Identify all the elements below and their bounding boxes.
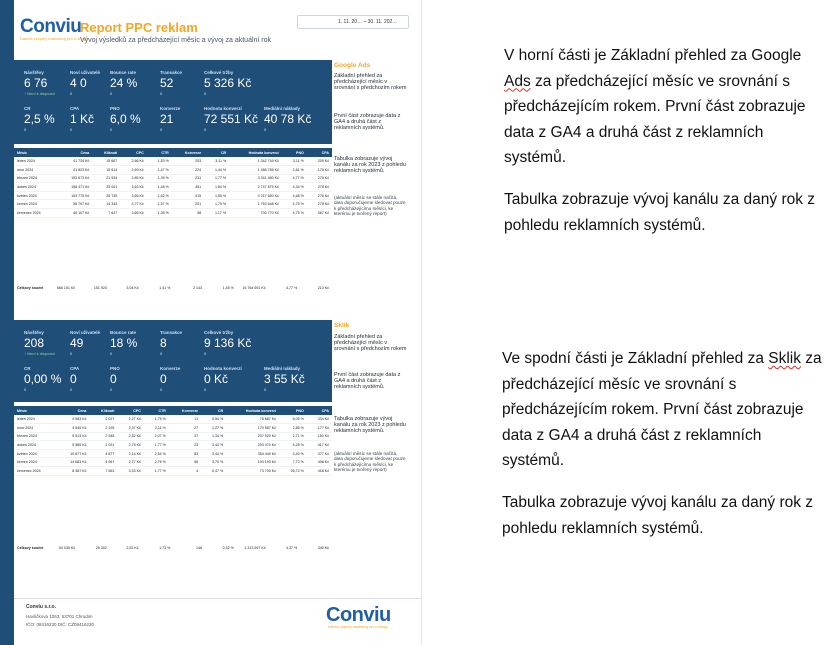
bottom-kpi-delta: 0: [264, 127, 267, 132]
table-cell: 37: [169, 432, 201, 441]
top-kpi-delta: ↑ Není k dispozici: [24, 351, 56, 356]
table-cell: 2,69 Kč: [120, 166, 146, 175]
table-cell: 3,11 %: [282, 157, 307, 166]
total-cell: 1,73 %: [159, 546, 171, 550]
table-cell: 205 Kč: [307, 157, 332, 166]
table-row: [14, 424, 332, 433]
note-top-paragraph-2: Tabulka zobrazuje vývoj kanálu za daný rok z pohledu reklamních systémů.: [504, 191, 816, 234]
table-cell: 55 797 Kč: [57, 200, 92, 209]
table-cell: 2,85 %: [279, 424, 307, 433]
sklik-table-note: (aktuální měsíc se stále načítá, data doporučujeme sledovat pouze k předcházejícímu měsíci, ke kterému je tvořený report): [334, 451, 406, 473]
table-row: [14, 432, 332, 441]
table-cell: červen 2024: [14, 200, 57, 209]
bottom-kpi-label: Mediální náklady: [264, 106, 301, 111]
table-header-cell[interactable]: CPC: [120, 148, 146, 157]
table-cell: 1,77 %: [144, 467, 169, 476]
report-subtitle: Vývoj výsledků za předcházející měsíc a vývoj za aktuální rok: [80, 37, 272, 44]
table-header-cell[interactable]: Cena: [57, 148, 92, 157]
table-cell: 8 387 Kč: [57, 467, 89, 476]
table-cell: 40 107 Kč: [57, 209, 92, 218]
table-cell: červen 2024: [14, 458, 57, 467]
table-row: [14, 209, 332, 218]
date-range-picker[interactable]: 1. 11. 20… – 30. 11. 202…: [297, 15, 409, 29]
note-top-ads: Ads: [504, 72, 531, 90]
table-cell: květen 2024: [14, 449, 57, 458]
bottom-kpi-label: Konverze: [160, 106, 181, 111]
table-cell: 193 190 Kč: [226, 458, 279, 467]
table-cell: 3,44 %: [201, 449, 226, 458]
top-kpi-value: 208: [24, 336, 45, 350]
table-cell: 3,33 Kč: [117, 467, 143, 476]
table-cell: 4 877: [89, 449, 117, 458]
table-cell: březen 2024: [14, 174, 57, 183]
table-header-cell[interactable]: CPC: [117, 406, 143, 415]
table-cell: 1,75 %: [144, 415, 169, 424]
table-header-cell[interactable]: PNO: [282, 148, 307, 157]
table-cell: 3,44 %: [201, 441, 226, 450]
table-cell: 276 Kč: [307, 191, 332, 200]
top-kpi-delta: 0: [204, 351, 207, 356]
table-cell: 3,70 %: [201, 458, 226, 467]
table-cell: 377 Kč: [307, 449, 332, 458]
table-cell: 14 343: [92, 200, 120, 209]
table-row: [14, 467, 332, 476]
sklik-section-title: Sklik: [334, 322, 350, 329]
table-cell: 26,72 %: [279, 467, 307, 476]
table-cell: 73 700 Kč: [226, 467, 279, 476]
table-cell: 1,47 %: [147, 166, 172, 175]
table-cell: 1,53 %: [147, 157, 172, 166]
total-cell: 2,53 Kč: [126, 546, 139, 550]
table-cell: 1,84 %: [204, 183, 229, 192]
table-cell: 1,62 %: [147, 191, 172, 200]
table-cell: 41 734 Kč: [57, 157, 92, 166]
total-cell: 4,37 %: [286, 546, 298, 550]
table-row: [14, 183, 332, 192]
conviu-logo: Conviu: [20, 16, 82, 37]
sklik-table: [14, 406, 332, 476]
note-top-paragraph-1: [504, 43, 824, 171]
sklik-section-desc2: První část zobrazuje data z GA4 a druhá část z reklamních systémů.: [334, 372, 401, 391]
bottom-kpi-label: Mediální náklady: [264, 366, 301, 371]
table-header-cell[interactable]: Měsíc: [14, 148, 57, 157]
table-cell: 153 775 Kč: [57, 191, 92, 200]
total-cell: 3,04 Kč: [126, 286, 139, 290]
top-kpi-value: 18 %: [110, 336, 138, 350]
table-cell: červenec 2024: [14, 467, 57, 476]
table-cell: 3,63 Kč: [120, 183, 146, 192]
table-header-cell[interactable]: CPA: [307, 406, 332, 415]
bottom-kpi-value: 2,5 %: [24, 112, 55, 126]
total-cell: Celkový součet: [17, 546, 44, 550]
bottom-kpi-label: Konverze: [160, 366, 181, 371]
top-kpi-value: 4 0: [70, 76, 87, 90]
table-cell: duben 2024: [14, 441, 57, 450]
bottom-kpi-delta: 0: [70, 387, 73, 392]
top-kpi-label: Transakce: [160, 70, 183, 75]
google-section-title: Google Ads: [334, 62, 371, 69]
bottom-kpi-value: 0,00 %: [24, 372, 62, 386]
top-kpi-value: 24 %: [110, 76, 138, 90]
bottom-kpi-label: CR: [24, 366, 31, 371]
table-row: [14, 441, 332, 450]
table-cell: 1,44 %: [204, 166, 229, 175]
sklik-kpi-panel: [14, 320, 332, 402]
table-cell: leden 2024: [14, 415, 57, 424]
bottom-kpi-value: 3 55 Kč: [264, 372, 305, 386]
table-header-cell[interactable]: Cena: [57, 406, 89, 415]
table-header-cell[interactable]: Měsíc: [14, 406, 57, 415]
table-cell: 153 673 Kč: [57, 174, 92, 183]
table-cell: 3,65 Kč: [120, 191, 146, 200]
bottom-kpi-label: Hodnota konverzí: [204, 106, 242, 111]
table-cell: 2,71 %: [279, 432, 307, 441]
table-cell: 7 647: [92, 209, 120, 218]
table-cell: 5 513 Kč: [57, 432, 89, 441]
total-cell: 213 Kč: [317, 286, 329, 290]
total-cell: 2 143: [193, 286, 203, 290]
note-top-text-a: V horní části je Základní přehled za Google: [504, 47, 802, 64]
sklik-table-desc: Tabulka zobrazuje vývoj kanálu za rok 2023 z pohledu reklamních systémů.: [334, 416, 406, 435]
table-cell: 3,65 Kč: [120, 209, 146, 218]
table-cell: 354 440 Kč: [226, 449, 279, 458]
top-kpi-delta: 0: [70, 91, 73, 96]
top-kpi-delta: 0: [160, 91, 163, 96]
table-header-cell[interactable]: CR: [201, 406, 226, 415]
table-cell: 2,27 Kč: [117, 415, 143, 424]
bottom-kpi-label: CPA: [70, 366, 80, 371]
table-cell: 3,11 %: [204, 157, 229, 166]
table-cell: 1 342 749 Kč: [229, 157, 282, 166]
top-kpi-label: Bounce rate: [110, 330, 137, 335]
table-cell: 2,66 Kč: [120, 157, 146, 166]
footer-company: Conviu s.r.o.: [26, 604, 57, 610]
total-cell: 54 035 Kč: [58, 546, 76, 550]
table-cell: 231: [172, 174, 204, 183]
table-header-cell[interactable]: Konverze: [172, 148, 204, 157]
bottom-kpi-value: 40 78 Kč: [264, 112, 312, 126]
table-cell: 170 587 Kč: [226, 424, 279, 433]
table-cell: 26 735: [92, 191, 120, 200]
table-cell: leden 2024: [14, 157, 57, 166]
total-cell: 1,41 %: [159, 286, 171, 290]
table-cell: 5 585 Kč: [57, 441, 89, 450]
table-header-cell[interactable]: Hodnota konverzí: [226, 406, 279, 415]
note-bottom-paragraph-2: Tabulka zobrazuje vývoj kanálu za daný rok z pohledu reklamních systémů.: [502, 494, 814, 537]
table-cell: 3 217 650 Kč: [229, 191, 282, 200]
bottom-kpi-delta: 0: [24, 127, 27, 132]
google-section-desc2: První část zobrazuje data z GA4 a druhá část z reklamních systémů.: [334, 113, 401, 132]
logo-tagline: Datově vyspělý marketing pro e-shopy: [20, 36, 89, 41]
table-cell: březen 2024: [14, 432, 57, 441]
table-cell: 4 583 Kč: [57, 415, 89, 424]
table-row: [14, 174, 332, 183]
google-total-row: [14, 286, 332, 290]
note-bottom-text-b: za předcházející měsíc ve srovnání s předcházejícím rokem. První část zobrazuje data z GA4 a druhá část z reklamních systémů.: [502, 350, 822, 469]
top-kpi-label: Transakce: [160, 330, 183, 335]
table-cell: 98: [172, 209, 204, 218]
total-cell: 0,32 %: [222, 546, 234, 550]
bottom-kpi-label: Hodnota konverzí: [204, 366, 242, 371]
table-row: [14, 415, 332, 424]
table-cell: 203: [172, 157, 204, 166]
google-table: [14, 148, 332, 218]
top-kpi-value: 49: [70, 336, 84, 350]
top-kpi-label: Noví uživatelé: [70, 70, 101, 75]
table-cell: 158 471 Kč: [57, 183, 92, 192]
table-cell: únor 2024: [14, 166, 57, 175]
total-cell: 26 302: [95, 546, 107, 550]
table-cell: 4,25 %: [279, 441, 307, 450]
table-cell: 27: [169, 424, 201, 433]
table-cell: 334 Kč: [307, 415, 332, 424]
table-cell: 4: [169, 467, 201, 476]
table-cell: 1 763 648 Kč: [229, 200, 282, 209]
table-header-cell[interactable]: CR: [204, 148, 229, 157]
table-cell: 1,34 %: [201, 432, 226, 441]
table-cell: 1,45 %: [147, 183, 172, 192]
table-cell: duben 2024: [14, 183, 57, 192]
table-cell: 224: [172, 166, 204, 175]
table-cell: 408 Kč: [307, 458, 332, 467]
table-row: [14, 458, 332, 467]
table-cell: 175 Kč: [307, 166, 332, 175]
table-cell: 7 563: [89, 467, 117, 476]
top-kpi-delta: ↑ Není k dispozici: [24, 91, 56, 96]
total-cell: 1,45 %: [222, 286, 234, 290]
table-cell: 21 934: [92, 174, 120, 183]
table-cell: 1,75 %: [204, 200, 229, 209]
table-cell: 4,75 %: [282, 209, 307, 218]
bottom-kpi-value: 21: [160, 112, 174, 126]
table-header-cell[interactable]: CTR: [147, 148, 172, 157]
table-cell: 207 520 Kč: [226, 432, 279, 441]
table-cell: 75 687 Kč: [226, 415, 279, 424]
table-cell: 1,77 %: [204, 174, 229, 183]
note-top-text-b: za předcházející měsíc ve srovnání s předcházejícím rokem. První část zobrazuje data z GA4 a druhá část z reklamních systémů.: [504, 72, 806, 166]
table-cell: 2,54 %: [144, 449, 169, 458]
table-cell: 2,07 %: [144, 432, 169, 441]
table-cell: 1,39 %: [147, 174, 172, 183]
table-header-cell[interactable]: Kliknutí: [92, 148, 120, 157]
table-cell: květen 2024: [14, 191, 57, 200]
table-cell: 4,77 %: [282, 174, 307, 183]
table-cell: 2,85 Kč: [120, 174, 146, 183]
top-kpi-value: 52: [160, 76, 174, 90]
table-cell: 2 027: [89, 415, 117, 424]
table-cell: 1,77 %: [144, 441, 169, 450]
bottom-kpi-value: 6,0 %: [110, 112, 141, 126]
note-bottom-sklik: Sklik: [768, 350, 801, 367]
table-row: [14, 200, 332, 209]
table-cell: 41 823 Kč: [57, 166, 92, 175]
sklik-section-desc: Základní přehled za předcházející měsíc v srovnání s předchozím rokem: [334, 334, 407, 353]
total-cell: 15 764 691 Kč: [242, 286, 266, 290]
table-cell: 2 548: [89, 432, 117, 441]
table-cell: 4,48 %: [282, 191, 307, 200]
table-cell: 1 488 789 Kč: [229, 166, 282, 175]
total-cell: 151 920: [93, 286, 107, 290]
bottom-kpi-delta: 0: [70, 127, 73, 132]
table-cell: 2 747 875 Kč: [229, 183, 282, 192]
table-cell: 2,75 Kč: [117, 441, 143, 450]
bottom-kpi-delta: 0: [204, 387, 207, 392]
bottom-kpi-label: PNO: [110, 106, 120, 111]
top-kpi-value: 6 76: [24, 76, 48, 90]
total-cell: 1 313 597 Kč: [244, 546, 266, 550]
table-cell: 1,35 %: [147, 209, 172, 218]
table-cell: 3,40 %: [279, 449, 307, 458]
table-cell: 177 Kč: [307, 424, 332, 433]
table-header-cell[interactable]: Kliknutí: [89, 406, 117, 415]
table-cell: červenec 2024: [14, 209, 57, 218]
table-cell: 2,37 Kč: [117, 424, 143, 433]
table-cell: 278 Kč: [307, 200, 332, 209]
total-cell: 146: [196, 546, 203, 550]
table-cell: 700 770 Kč: [229, 209, 282, 218]
bottom-kpi-label: PNO: [110, 366, 120, 371]
table-header-cell[interactable]: Konverze: [169, 406, 201, 415]
table-cell: 7,72 %: [279, 458, 307, 467]
bottom-kpi-value: 0: [110, 372, 117, 386]
sklik-total-row: [14, 546, 332, 550]
table-cell: 23: [169, 441, 201, 450]
google-table-desc: Tabulka zobrazuje vývoj kanálu za rok 2023 z pohledu reklamních systémů.: [334, 156, 406, 175]
google-kpi-panel: [14, 60, 332, 144]
top-kpi-label: Návštěvy: [24, 330, 44, 335]
footer-divider: [14, 598, 422, 599]
top-kpi-label: Celkové tržby: [204, 70, 234, 75]
table-cell: 4,34 %: [282, 183, 307, 192]
note-bottom-text-a: Ve spodní části je Základní přehled za: [502, 350, 769, 367]
table-cell: 275 Kč: [307, 174, 332, 183]
table-row: [14, 191, 332, 200]
table-cell: 56: [169, 458, 201, 467]
left-accent-bar: [0, 0, 14, 645]
bottom-kpi-delta: 0: [160, 387, 163, 392]
table-cell: 1,27 %: [201, 424, 226, 433]
table-cell: 278 Kč: [307, 183, 332, 192]
bottom-kpi-delta: 0: [24, 387, 27, 392]
footer-address: Havlíčkova 1063, 53701 Chrudim: [26, 614, 93, 619]
footer-ids: IČO: 08416230 DIČ: CZ08416230: [26, 622, 95, 627]
google-table-note: (aktuální měsíc se stále načítá, data doporučujeme sledovat pouze k předcházejícímu měsíci, ke kterému je tvořený report): [334, 195, 406, 217]
top-kpi-delta: 0: [204, 91, 207, 96]
table-cell: 150 Kč: [307, 432, 332, 441]
table-cell: 4 645 Kč: [57, 424, 89, 433]
table-row: [14, 449, 332, 458]
table-cell: 4,75 %: [282, 200, 307, 209]
bottom-kpi-label: CR: [24, 106, 31, 111]
table-header-cell[interactable]: CTR: [144, 406, 169, 415]
table-cell: 1,55 %: [204, 191, 229, 200]
table-cell: 15 667: [92, 157, 120, 166]
top-kpi-label: Návštěvy: [24, 70, 44, 75]
top-kpi-label: Celkové tržby: [204, 330, 234, 335]
top-kpi-label: Bounce rate: [110, 70, 137, 75]
table-cell: 3 341 460 Kč: [229, 174, 282, 183]
total-cell: 4,77 %: [286, 286, 298, 290]
bottom-kpi-delta: 0: [264, 387, 267, 392]
bottom-kpi-delta: 0: [110, 387, 113, 392]
table-cell: 2 195: [89, 424, 117, 433]
footer-logo-tagline: Datově vyspělý marketing pro e-shopy: [328, 625, 388, 629]
table-cell: 2,76 %: [144, 458, 169, 467]
table-cell: 451: [172, 183, 204, 192]
bottom-kpi-value: 1 Kč: [70, 112, 95, 126]
total-cell: 340 Kč: [317, 546, 329, 550]
bottom-kpi-value: 72 551 Kč: [204, 112, 259, 126]
table-cell: 0,54 %: [201, 415, 226, 424]
table-row: [14, 157, 332, 166]
table-cell: 14 683 Kč: [57, 458, 89, 467]
bottom-kpi-value: 0: [70, 372, 77, 386]
table-cell: 4 967: [89, 458, 117, 467]
top-kpi-delta: 0: [70, 351, 73, 356]
bottom-kpi-delta: 0: [160, 127, 163, 132]
table-cell: 2,81 %: [282, 166, 307, 175]
bottom-kpi-value: 0 Kč: [204, 372, 229, 386]
table-cell: únor 2024: [14, 424, 57, 433]
table-header-cell[interactable]: CPA: [307, 148, 332, 157]
top-kpi-delta: 0: [160, 351, 163, 356]
table-cell: 1,57 %: [147, 200, 172, 209]
table-cell: 3,77 Kč: [120, 200, 146, 209]
footer-logo: Conviu: [326, 604, 391, 626]
google-section-desc: Základní přehled za předcházející měsíc v srovnání s předchozím rokem: [334, 73, 407, 92]
table-cell: 15 514: [92, 166, 120, 175]
top-kpi-delta: 0: [110, 351, 113, 356]
table-cell: 83: [169, 449, 201, 458]
top-kpi-value: 9 136 Kč: [204, 336, 252, 350]
table-cell: 2,14 Kč: [117, 449, 143, 458]
bottom-kpi-label: CPA: [70, 106, 80, 111]
table-cell: 2,11 %: [144, 424, 169, 433]
table-header-cell[interactable]: Hodnota konverzí: [229, 148, 282, 157]
table-cell: 0,47 %: [201, 467, 226, 476]
table-row: [14, 166, 332, 175]
table-cell: 367 Kč: [307, 209, 332, 218]
table-cell: 415: [172, 191, 204, 200]
top-kpi-value: 8: [160, 336, 167, 350]
table-header-cell[interactable]: PNO: [279, 406, 307, 415]
table-cell: 2,77 Kč: [117, 458, 143, 467]
table-cell: 11: [169, 415, 201, 424]
bottom-kpi-delta: 0: [204, 127, 207, 132]
bottom-kpi-delta: 0: [110, 127, 113, 132]
table-cell: 203 470 Kč: [226, 441, 279, 450]
table-cell: 1,17 %: [204, 209, 229, 218]
table-cell: 2 021: [89, 441, 117, 450]
note-bottom-paragraph-1: [502, 346, 822, 474]
report-title: Report PPC reklam: [80, 20, 198, 35]
table-cell: 2,52 Kč: [117, 432, 143, 441]
bottom-kpi-value: 0: [160, 372, 167, 386]
table-cell: 417 Kč: [307, 441, 332, 450]
table-cell: 418 Kč: [307, 467, 332, 476]
table-cell: 6,05 %: [279, 415, 307, 424]
total-cell: 668 101 Kč: [56, 286, 76, 290]
top-kpi-label: Noví uživatelé: [70, 330, 101, 335]
top-kpi-delta: 0: [110, 91, 113, 96]
total-cell: Celkový součet: [17, 286, 44, 290]
table-cell: 10 677 Kč: [57, 449, 89, 458]
table-cell: 25 041: [92, 183, 120, 192]
top-kpi-value: 5 326 Kč: [204, 76, 252, 90]
table-cell: 201: [172, 200, 204, 209]
